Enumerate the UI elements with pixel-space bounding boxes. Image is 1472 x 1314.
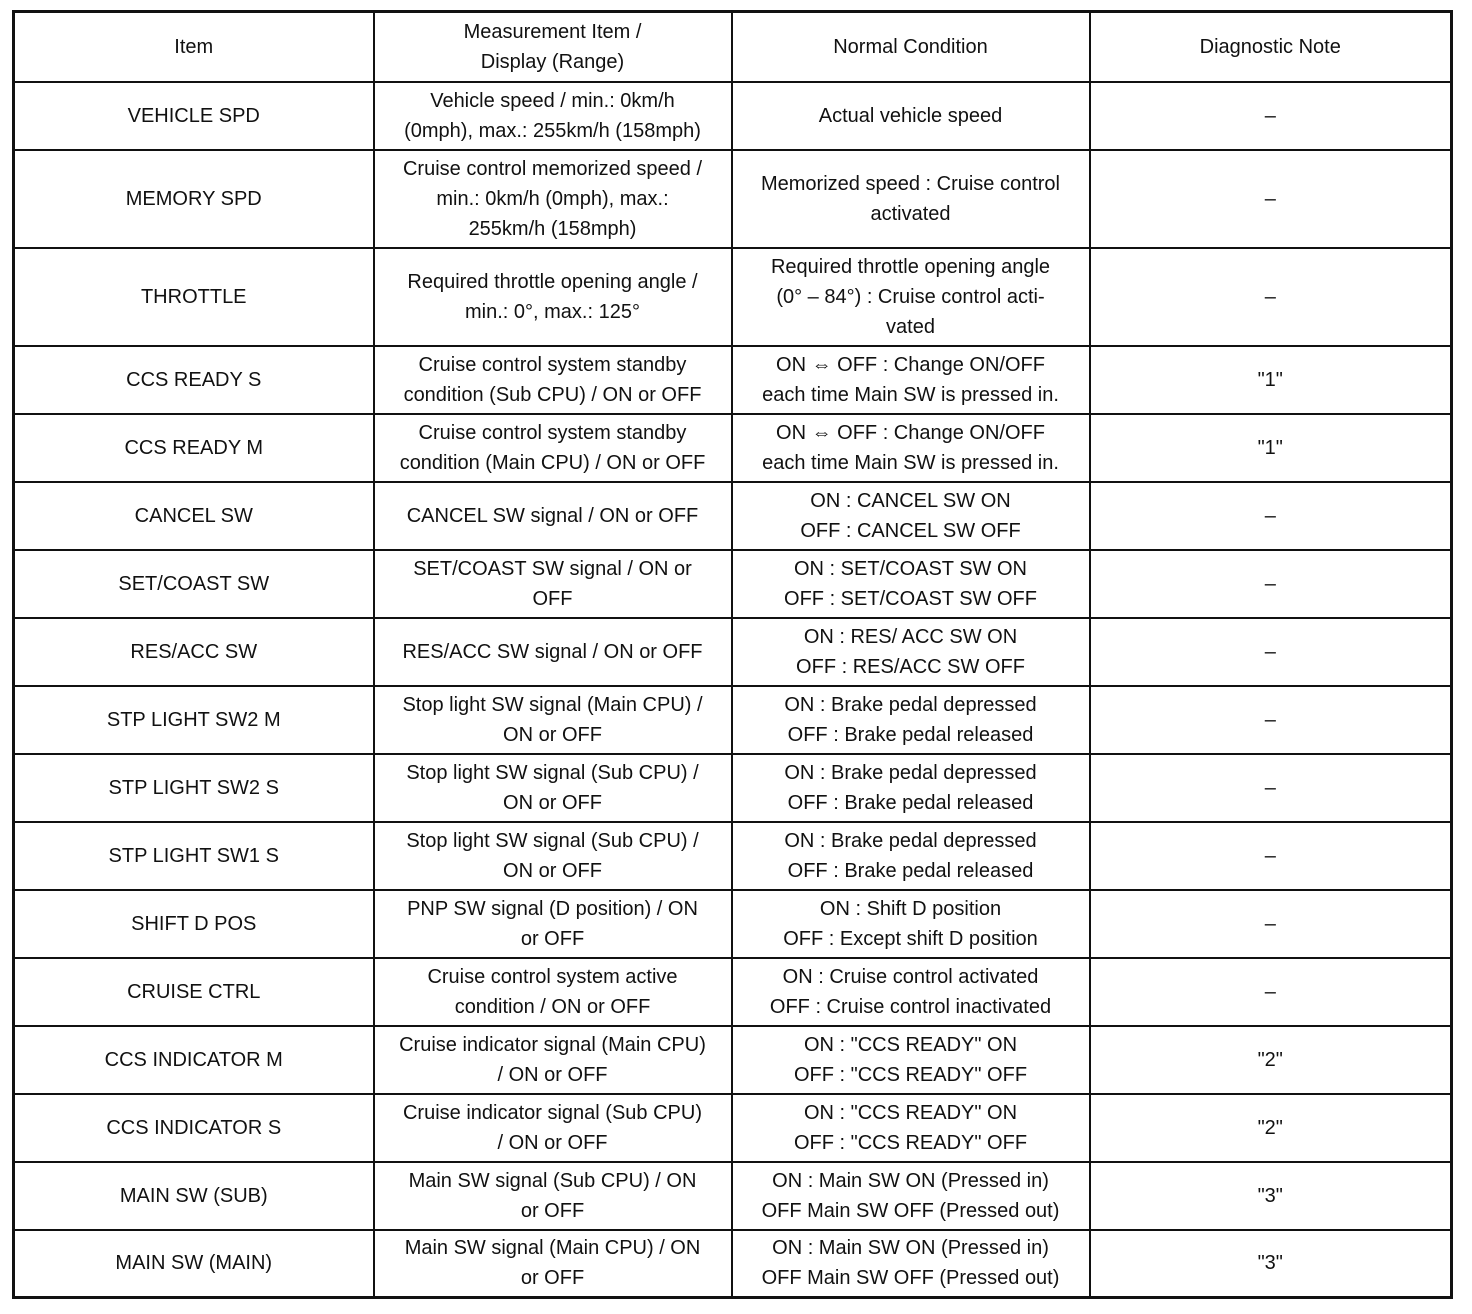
table-row: [14, 414, 1452, 482]
header-item: Item: [14, 12, 374, 82]
cell-normal-condition: Required throttle opening angle (0° – 84°) : Cruise control acti- vated: [732, 248, 1090, 346]
cell-normal-condition: ON : Shift D position OFF : Except shift D position: [732, 890, 1090, 958]
cell-measurement: Vehicle speed / min.: 0km/h (0mph), max.: 255km/h (158mph): [374, 82, 732, 150]
cell-item: MEMORY SPD: [14, 150, 374, 248]
header-measurement: Measurement Item / Display (Range): [374, 12, 732, 82]
cell-measurement: Cruise indicator signal (Main CPU) / ON or OFF: [374, 1026, 732, 1094]
cell-diagnostic-note: "1": [1090, 414, 1452, 482]
cell-normal-condition: ON : Main SW ON (Pressed in) OFF Main SW OFF (Pressed out): [732, 1162, 1090, 1230]
cell-diagnostic-note: "2": [1090, 1094, 1452, 1162]
cell-normal-condition: ON : "CCS READY" ON OFF : "CCS READY" OFF: [732, 1094, 1090, 1162]
cell-diagnostic-note: "2": [1090, 1026, 1452, 1094]
cell-normal-condition: ON : Brake pedal depressed OFF : Brake pedal released: [732, 822, 1090, 890]
table-row: [14, 958, 1452, 1026]
header-normal-condition: Normal Condition: [732, 12, 1090, 82]
cell-normal-condition: ON : "CCS READY" ON OFF : "CCS READY" OFF: [732, 1026, 1090, 1094]
cell-item: THROTTLE: [14, 248, 374, 346]
cell-measurement: Cruise indicator signal (Sub CPU) / ON or OFF: [374, 1094, 732, 1162]
cell-measurement: Cruise control system standby condition (Main CPU) / ON or OFF: [374, 414, 732, 482]
cell-normal-condition: ON : Brake pedal depressed OFF : Brake pedal released: [732, 686, 1090, 754]
cell-measurement: Stop light SW signal (Sub CPU) / ON or OFF: [374, 754, 732, 822]
cell-diagnostic-note: "3": [1090, 1162, 1452, 1230]
cell-normal-condition: Actual vehicle speed: [732, 82, 1090, 150]
cell-diagnostic-note: "3": [1090, 1230, 1452, 1298]
table-row: [14, 248, 1452, 346]
cell-item: CCS INDICATOR S: [14, 1094, 374, 1162]
cell-item: MAIN SW (SUB): [14, 1162, 374, 1230]
cell-diagnostic-note: –: [1090, 958, 1452, 1026]
data-monitor-table: [12, 10, 1453, 1299]
cell-measurement: SET/COAST SW signal / ON or OFF: [374, 550, 732, 618]
cell-item: VEHICLE SPD: [14, 82, 374, 150]
cell-measurement: RES/ACC SW signal / ON or OFF: [374, 618, 732, 686]
table-row: [14, 618, 1452, 686]
table-row: [14, 550, 1452, 618]
cell-normal-condition: ON ⇔ OFF : Change ON/OFF each time Main SW is pressed in.: [732, 346, 1090, 414]
table-row: [14, 754, 1452, 822]
cell-measurement: Cruise control system active condition / ON or OFF: [374, 958, 732, 1026]
cell-diagnostic-note: –: [1090, 686, 1452, 754]
cell-item: SHIFT D POS: [14, 890, 374, 958]
cell-normal-condition: ON ⇔ OFF : Change ON/OFF each time Main SW is pressed in.: [732, 414, 1090, 482]
cell-diagnostic-note: –: [1090, 482, 1452, 550]
cell-item: SET/COAST SW: [14, 550, 374, 618]
table-row: [14, 150, 1452, 248]
cell-normal-condition: ON : CANCEL SW ON OFF : CANCEL SW OFF: [732, 482, 1090, 550]
cell-diagnostic-note: –: [1090, 82, 1452, 150]
table-row: [14, 482, 1452, 550]
cell-item: CCS READY M: [14, 414, 374, 482]
cell-measurement: CANCEL SW signal / ON or OFF: [374, 482, 732, 550]
cell-normal-condition: ON : Cruise control activated OFF : Cruise control inactivated: [732, 958, 1090, 1026]
table-row: [14, 1162, 1452, 1230]
cell-diagnostic-note: –: [1090, 618, 1452, 686]
cell-measurement: Main SW signal (Sub CPU) / ON or OFF: [374, 1162, 732, 1230]
cell-measurement: Stop light SW signal (Sub CPU) / ON or OFF: [374, 822, 732, 890]
cell-normal-condition: ON : Brake pedal depressed OFF : Brake pedal released: [732, 754, 1090, 822]
cell-measurement: Cruise control memorized speed / min.: 0km/h (0mph), max.: 255km/h (158mph): [374, 150, 732, 248]
cell-item: STP LIGHT SW2 M: [14, 686, 374, 754]
table-row: [14, 1230, 1452, 1298]
cell-item: CCS INDICATOR M: [14, 1026, 374, 1094]
cell-normal-condition: ON : RES/ ACC SW ON OFF : RES/ACC SW OFF: [732, 618, 1090, 686]
cell-diagnostic-note: –: [1090, 150, 1452, 248]
cell-item: STP LIGHT SW2 S: [14, 754, 374, 822]
header-diagnostic-note: Diagnostic Note: [1090, 12, 1452, 82]
cell-item: CANCEL SW: [14, 482, 374, 550]
cell-normal-condition: Memorized speed : Cruise control activated: [732, 150, 1090, 248]
cell-measurement: PNP SW signal (D position) / ON or OFF: [374, 890, 732, 958]
cell-diagnostic-note: –: [1090, 754, 1452, 822]
cell-measurement: Stop light SW signal (Main CPU) / ON or OFF: [374, 686, 732, 754]
cell-item: RES/ACC SW: [14, 618, 374, 686]
table-row: [14, 82, 1452, 150]
cell-diagnostic-note: –: [1090, 248, 1452, 346]
table-row: [14, 686, 1452, 754]
cell-diagnostic-note: –: [1090, 822, 1452, 890]
cell-item: STP LIGHT SW1 S: [14, 822, 374, 890]
cell-measurement: Required throttle opening angle / min.: 0°, max.: 125°: [374, 248, 732, 346]
cell-item: CRUISE CTRL: [14, 958, 374, 1026]
cell-diagnostic-note: –: [1090, 890, 1452, 958]
cell-item: CCS READY S: [14, 346, 374, 414]
cell-diagnostic-note: "1": [1090, 346, 1452, 414]
cell-item: MAIN SW (MAIN): [14, 1230, 374, 1298]
cell-measurement: Cruise control system standby condition (Sub CPU) / ON or OFF: [374, 346, 732, 414]
table-header-row: [14, 12, 1452, 82]
cell-normal-condition: ON : Main SW ON (Pressed in) OFF Main SW OFF (Pressed out): [732, 1230, 1090, 1298]
table-row: [14, 1026, 1452, 1094]
table-row: [14, 1094, 1452, 1162]
cell-measurement: Main SW signal (Main CPU) / ON or OFF: [374, 1230, 732, 1298]
cell-diagnostic-note: –: [1090, 550, 1452, 618]
data-monitor-table-sheet: [12, 10, 1450, 1299]
table-row: [14, 890, 1452, 958]
table-row: [14, 346, 1452, 414]
table-row: [14, 822, 1452, 890]
cell-normal-condition: ON : SET/COAST SW ON OFF : SET/COAST SW OFF: [732, 550, 1090, 618]
